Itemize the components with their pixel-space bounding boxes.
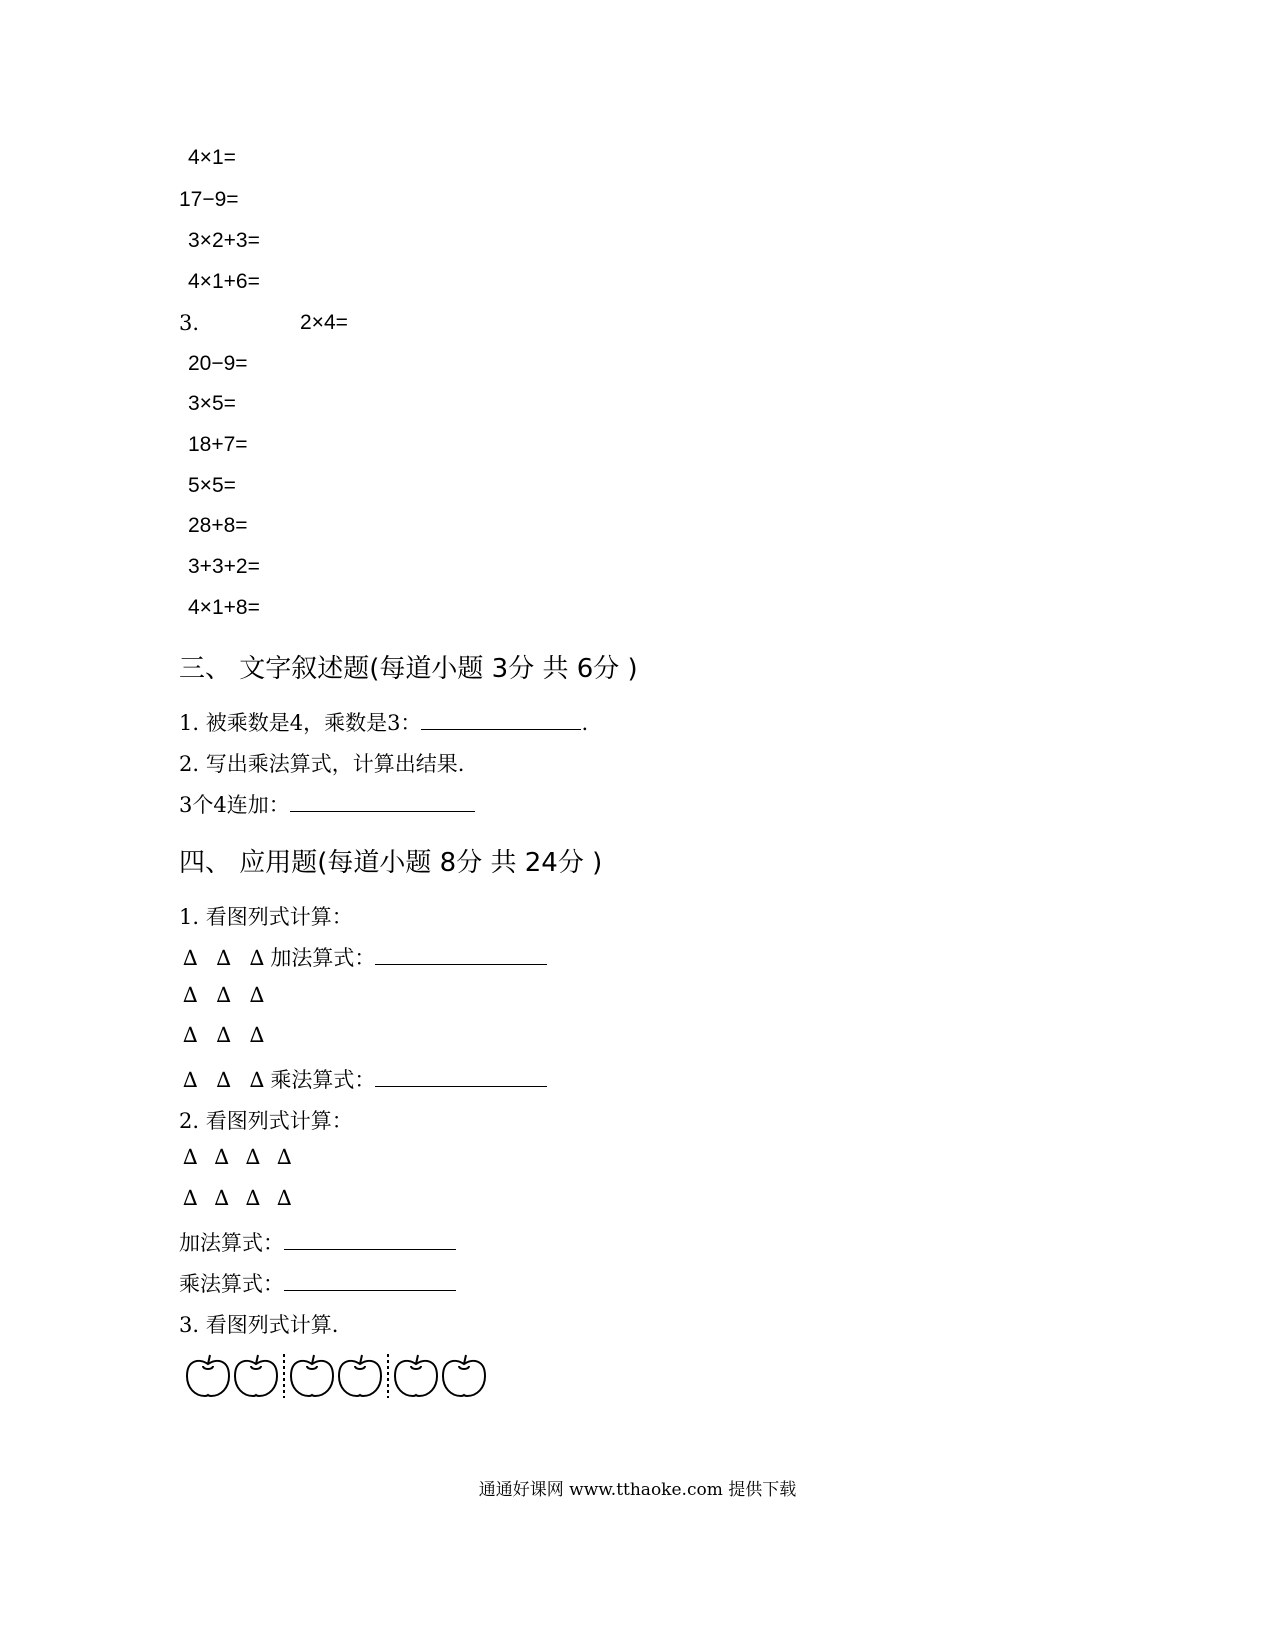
equation-11: 4×1+8=	[188, 596, 260, 619]
equation-10: 3+3+2=	[188, 555, 260, 578]
equation-2: 17−9=	[179, 188, 239, 211]
item-3-number: 3.	[179, 311, 200, 335]
section-4-q1-row-3	[183, 1023, 270, 1047]
equation-7: 18+7=	[188, 433, 248, 456]
answer-blank[interactable]	[375, 963, 547, 965]
q1-add-label: 加法算式：	[270, 946, 376, 970]
section-4-q1-row-2	[183, 983, 270, 1007]
section-4-q2-mul	[179, 1268, 456, 1298]
apple-icon	[291, 1355, 333, 1396]
section-3-q2-label: 3个4连加：	[179, 793, 290, 817]
equation-6: 3×5=	[188, 392, 236, 415]
page-footer: 通通好课网 www.tthaoke.com 提供下载	[478, 1480, 797, 1500]
triangle-row: ∆ ∆ ∆	[183, 946, 271, 970]
equation-1: 4×1=	[188, 146, 236, 169]
answer-blank[interactable]	[421, 728, 581, 730]
section-4-q2-row-1	[183, 1145, 297, 1169]
equation-3: 3×2+3=	[188, 229, 260, 252]
section-3-q1-end: .	[581, 711, 589, 735]
section-3-q2: 2. 写出乘法算式，计算出结果.	[179, 752, 465, 776]
answer-blank[interactable]	[284, 1289, 456, 1291]
section-3-q1	[179, 707, 588, 737]
q2-mul-label: 乘法算式：	[179, 1272, 284, 1296]
apple-icon	[235, 1355, 277, 1396]
section-4-q3-title: 3. 看图列式计算.	[179, 1313, 339, 1337]
equation-4: 4×1+6=	[188, 270, 260, 293]
q2-add-label: 加法算式：	[179, 1231, 284, 1255]
triangle-row: ∆ ∆ ∆	[183, 983, 271, 1007]
section-4-q1-title: 1. 看图列式计算：	[179, 905, 353, 929]
answer-blank[interactable]	[284, 1248, 456, 1250]
section-4-q2-title: 2. 看图列式计算：	[179, 1109, 353, 1133]
apple-icon	[339, 1355, 381, 1396]
apple-icon	[187, 1355, 229, 1396]
triangle-row: ∆ ∆ ∆ ∆	[183, 1145, 297, 1169]
equation-9: 28+8=	[188, 514, 248, 537]
apple-icon	[395, 1355, 437, 1396]
section-3-q1-text: 1. 被乘数是4，乘数是3：	[179, 711, 422, 735]
triangle-row: ∆ ∆ ∆	[183, 1068, 271, 1092]
section-4-q1-row-4	[183, 1064, 547, 1094]
q1-mul-label: 乘法算式：	[270, 1068, 376, 1092]
triangle-row: ∆ ∆ ∆ ∆	[183, 1186, 297, 1210]
apples-illustration	[183, 1352, 493, 1402]
section-3-heading: 三、 文字叙述题(每道小题 3分 共 6分 )	[179, 654, 638, 684]
section-4-q1-row-1	[183, 942, 547, 972]
equation-8: 5×5=	[188, 474, 236, 497]
section-4-heading: 四、 应用题(每道小题 8分 共 24分 )	[179, 848, 603, 878]
item-3-equation: 2×4=	[300, 311, 348, 334]
section-3-q2-line	[179, 789, 475, 819]
answer-blank[interactable]	[290, 810, 475, 812]
apple-icon	[443, 1355, 485, 1396]
section-4-q2-add	[179, 1227, 456, 1257]
triangle-row: ∆ ∆ ∆	[183, 1023, 271, 1047]
answer-blank[interactable]	[375, 1085, 547, 1087]
equation-5: 20−9=	[188, 352, 248, 375]
section-4-q2-row-2	[183, 1186, 297, 1210]
